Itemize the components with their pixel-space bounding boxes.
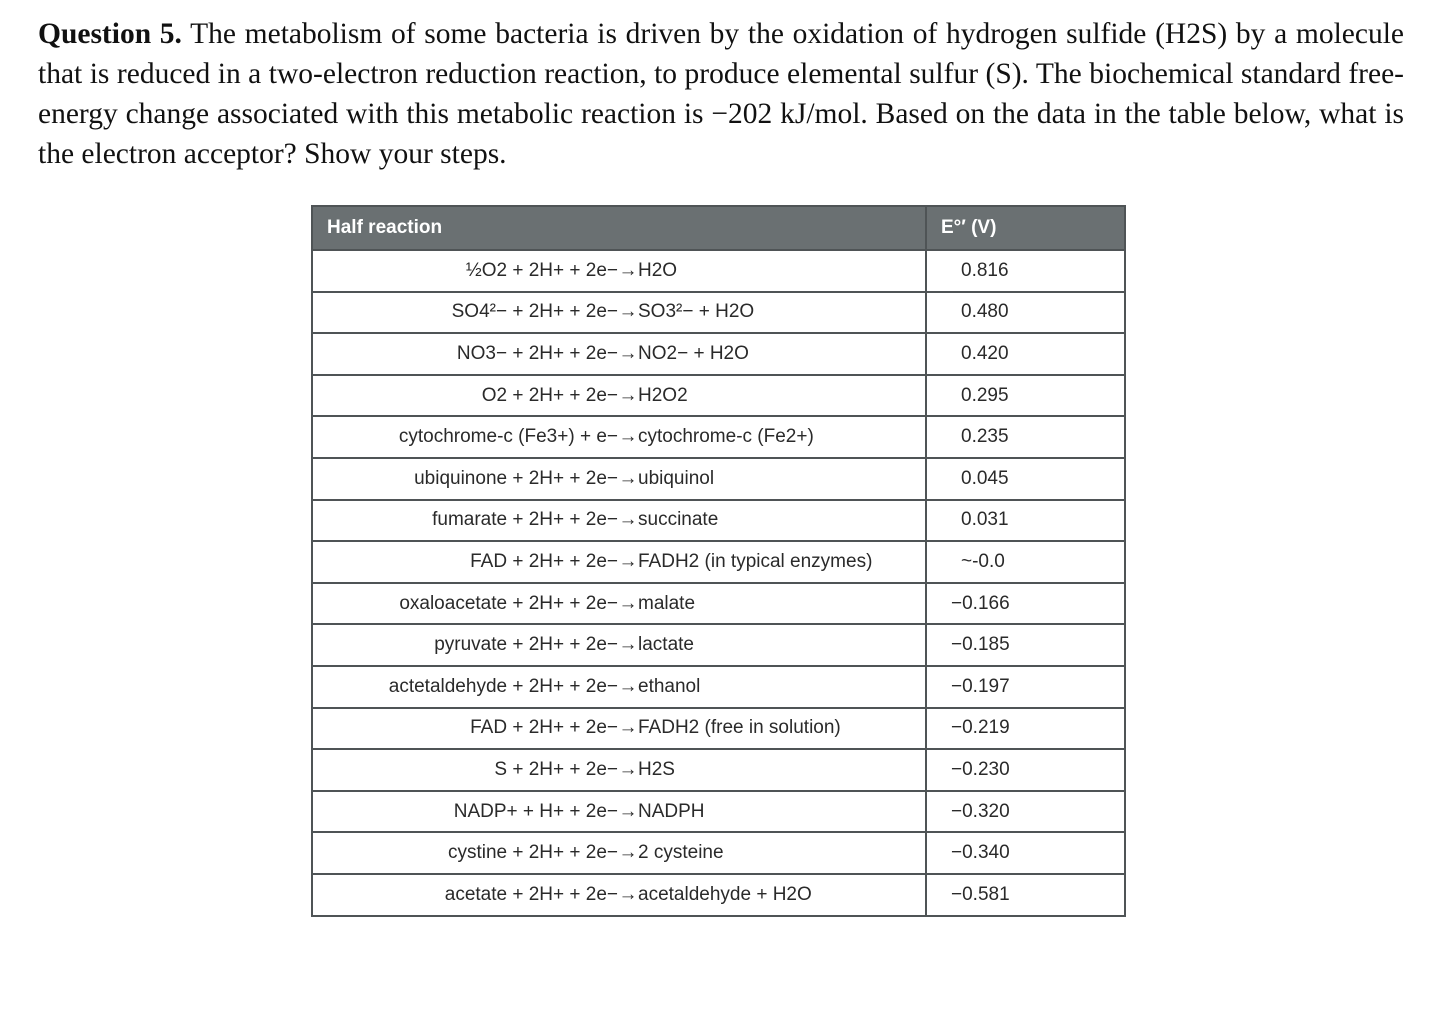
reduction-potential-cell: −0.197 <box>926 666 1125 708</box>
table-row <box>312 666 1125 708</box>
reduction-potential-cell: −0.185 <box>926 624 1125 666</box>
products: NADPH <box>638 800 705 822</box>
products: NO2− + H2O <box>638 342 749 364</box>
half-reaction-cell <box>312 749 926 791</box>
reduction-potential-cell: −0.166 <box>926 583 1125 625</box>
half-reaction-cell <box>312 541 926 583</box>
half-reaction-table <box>311 205 1126 917</box>
table-row <box>312 749 1125 791</box>
products: malate <box>638 592 696 614</box>
reaction-arrow-icon: → <box>618 758 638 780</box>
half-reaction-cell <box>312 458 926 500</box>
table-row <box>312 624 1125 666</box>
reactants: fumarate + 2H+ + 2e− <box>432 509 618 531</box>
reactants: actetaldehyde + 2H+ + 2e− <box>388 675 618 697</box>
reaction-arrow-icon: → <box>618 426 638 448</box>
reduction-potential-cell: −0.340 <box>926 832 1125 874</box>
reactants: cytochrome-c (Fe3+) + e− <box>398 426 618 448</box>
products: succinate <box>638 509 719 531</box>
reactants: FAD + 2H+ + 2e− <box>470 550 618 572</box>
reactants: O2 + 2H+ + 2e− <box>481 384 618 406</box>
reaction-arrow-icon: → <box>618 883 638 905</box>
reaction-arrow-icon: → <box>618 467 638 489</box>
question-label: Question 5. <box>38 18 182 50</box>
half-reaction-cell <box>312 624 926 666</box>
products: 2 cysteine <box>638 842 724 864</box>
reaction-arrow-icon: → <box>618 259 638 281</box>
table-row <box>312 583 1125 625</box>
reaction-arrow-icon: → <box>618 342 638 364</box>
reduction-potential-cell: 0.031 <box>926 500 1125 542</box>
reactants: S + 2H+ + 2e− <box>494 758 618 780</box>
reduction-potential-cell: 0.420 <box>926 333 1125 375</box>
reactants: SO4²− + 2H+ + 2e− <box>451 301 618 323</box>
reactants: acetate + 2H+ + 2e− <box>444 883 618 905</box>
question-body: The metabolism of some bacteria is driven by the oxidation of hydrogen sulfide (H2S) by a molecule that is reduced in a two-electron reduction reaction, to produce elemental sulfur (S). The biochemical standard free-energy change associated with this metabolic reaction is −202 kJ/mol. Based on the data in the table below, what is the electron acceptor? Show your steps. <box>38 18 1404 170</box>
half-reaction-cell <box>312 333 926 375</box>
reduction-potential-cell: ~-0.0 <box>926 541 1125 583</box>
table-row <box>312 375 1125 417</box>
reaction-arrow-icon: → <box>618 800 638 822</box>
reaction-arrow-icon: → <box>618 634 638 656</box>
reaction-arrow-icon: → <box>618 384 638 406</box>
reactants: FAD + 2H+ + 2e− <box>470 717 618 739</box>
table-row <box>312 333 1125 375</box>
reduction-potential-cell: −0.230 <box>926 749 1125 791</box>
products: ethanol <box>638 675 701 697</box>
table-row <box>312 874 1125 916</box>
table-row <box>312 458 1125 500</box>
products: H2O <box>638 259 678 281</box>
products: H2S <box>638 758 675 780</box>
table-row <box>312 791 1125 833</box>
reactants: pyruvate + 2H+ + 2e− <box>434 634 618 656</box>
products: FADH2 (free in solution) <box>638 717 841 739</box>
reduction-potential-cell: 0.295 <box>926 375 1125 417</box>
reaction-arrow-icon: → <box>618 842 638 864</box>
half-reaction-cell <box>312 666 926 708</box>
half-reaction-cell <box>312 500 926 542</box>
table-row <box>312 416 1125 458</box>
half-reaction-cell <box>312 375 926 417</box>
header-half-reaction: Half reaction <box>312 206 926 250</box>
products: FADH2 (in typical enzymes) <box>638 550 873 572</box>
half-reaction-cell <box>312 292 926 334</box>
reduction-potential-cell: 0.235 <box>926 416 1125 458</box>
reactants: ½O2 + 2H+ + 2e− <box>465 259 618 281</box>
products: H2O2 <box>638 384 688 406</box>
half-reaction-cell <box>312 583 926 625</box>
reaction-arrow-icon: → <box>618 592 638 614</box>
half-reaction-cell <box>312 874 926 916</box>
reaction-arrow-icon: → <box>618 550 638 572</box>
reactants: NO3− + 2H+ + 2e− <box>456 342 618 364</box>
reactants: oxaloacetate + 2H+ + 2e− <box>399 592 618 614</box>
header-e-prime: E°′ (V) <box>926 206 1125 250</box>
table-row <box>312 292 1125 334</box>
half-reaction-cell <box>312 832 926 874</box>
question-text <box>38 14 1404 174</box>
table-header-row <box>312 206 1125 250</box>
half-reaction-cell <box>312 416 926 458</box>
reactants: ubiquinone + 2H+ + 2e− <box>414 467 618 489</box>
reaction-arrow-icon: → <box>618 301 638 323</box>
reduction-potential-cell: 0.480 <box>926 292 1125 334</box>
reactants: NADP+ + H+ + 2e− <box>453 800 618 822</box>
table-row <box>312 708 1125 750</box>
products: cytochrome-c (Fe2+) <box>638 426 814 448</box>
reduction-potential-cell: −0.581 <box>926 874 1125 916</box>
products: SO3²− + H2O <box>638 301 755 323</box>
half-reaction-cell <box>312 708 926 750</box>
reduction-potential-cell: 0.045 <box>926 458 1125 500</box>
products: ubiquinol <box>638 467 715 489</box>
reduction-potential-cell: 0.816 <box>926 250 1125 292</box>
products: acetaldehyde + H2O <box>638 883 812 905</box>
reaction-arrow-icon: → <box>618 509 638 531</box>
reaction-arrow-icon: → <box>618 717 638 739</box>
table-row <box>312 541 1125 583</box>
table-row <box>312 250 1125 292</box>
products: lactate <box>638 634 694 656</box>
table-row <box>312 500 1125 542</box>
half-reaction-cell <box>312 791 926 833</box>
half-reaction-cell <box>312 250 926 292</box>
reduction-potential-cell: −0.219 <box>926 708 1125 750</box>
reduction-potential-cell: −0.320 <box>926 791 1125 833</box>
reactants: cystine + 2H+ + 2e− <box>447 842 618 864</box>
table-row <box>312 832 1125 874</box>
reaction-arrow-icon: → <box>618 675 638 697</box>
